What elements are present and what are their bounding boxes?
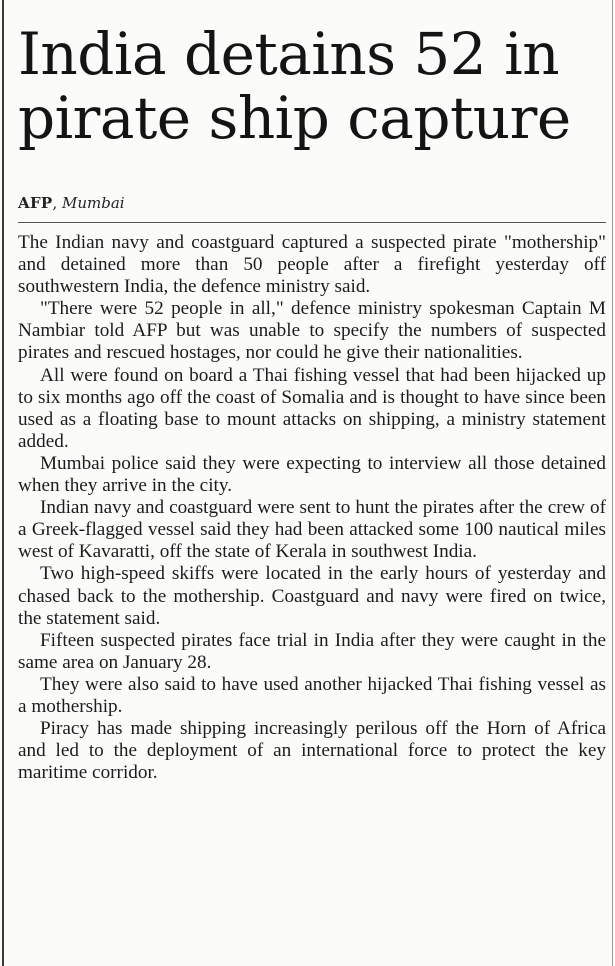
paragraph: Piracy has made shipping increasingly perilous off the Horn of Africa and led to the deployment of an international force to protect the key maritime corridor. xyxy=(18,718,606,784)
byline-location: Mumbai xyxy=(62,194,125,212)
paragraph: Fifteen suspected pirates face trial in India after they were caught in the same area on January 28. xyxy=(18,629,606,673)
paragraph: They were also said to have used another hijacked Thai fishing vessel as a mothership. xyxy=(18,673,606,717)
paragraph: The Indian navy and coastguard captured a suspected pirate "mothership" and detained more than 50 people after a firefight yesterday off southwestern India, the defence ministry said. xyxy=(18,232,606,298)
byline-divider xyxy=(18,222,606,223)
paragraph: All were found on board a Thai fishing vessel that had been hijacked up to six months ago off the coast of Somalia and is thought to have since been used as a floating base to mount attacks on shipping, a ministry statement added. xyxy=(18,364,606,452)
column-rule-left xyxy=(2,0,4,966)
article-body xyxy=(18,232,606,784)
byline xyxy=(18,193,125,213)
headline: India detains 52 in pirate ship capture xyxy=(18,20,571,152)
paragraph: "There were 52 people in all," defence ministry spokesman Captain M Nambiar told AFP but was unable to specify the numbers of suspected pirates and rescued hostages, nor could he give their nationalities. xyxy=(18,298,606,364)
paragraph: Indian navy and coastguard were sent to hunt the pirates after the crew of a Greek-flagged vessel said they had been attacked some 100 nautical miles west of Kavaratti, off the state of Kerala in southwest India. xyxy=(18,497,606,563)
paragraph: Two high-speed skiffs were located in the early hours of yesterday and chased back to the mothership. Coastguard and navy were fired on twice, the statement said. xyxy=(18,563,606,629)
byline-separator: , xyxy=(52,194,63,212)
byline-agency: AFP xyxy=(18,194,53,212)
column-rule-right xyxy=(612,0,613,966)
paragraph: Mumbai police said they were expecting to interview all those detained when they arrive in the city. xyxy=(18,452,606,497)
